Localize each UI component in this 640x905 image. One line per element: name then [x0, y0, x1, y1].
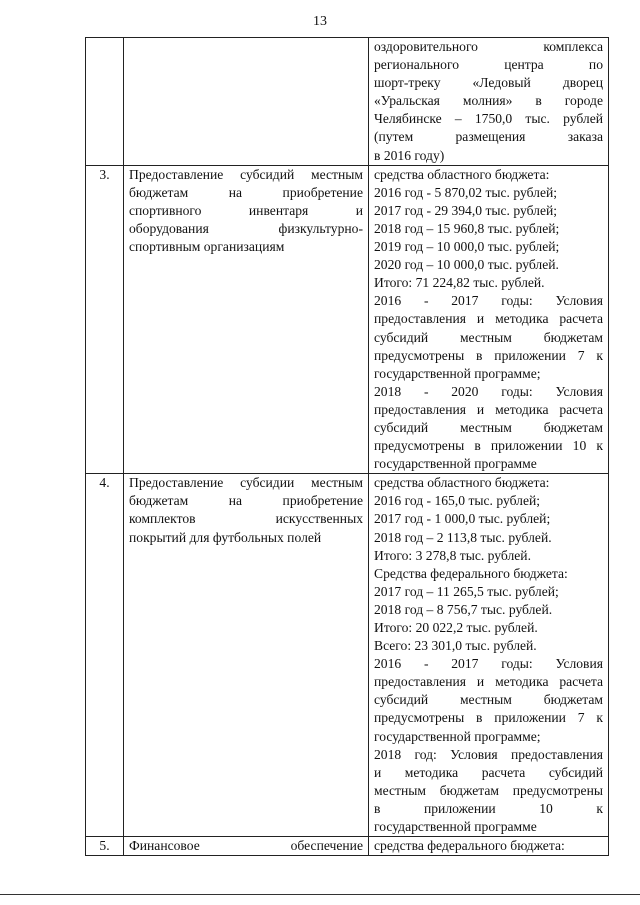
- activity-details-line: шорт-треку «Ледовый дворец: [374, 75, 603, 91]
- activity-details-line: Итого: 71 224,82 тыс. рублей.: [374, 275, 545, 291]
- activity-details-line: государственной программе: [374, 456, 537, 472]
- activity-title: [124, 837, 369, 856]
- activity-details-line: местным бюджетам предусмотрены: [374, 782, 603, 798]
- activity-details-line: Средства федерального бюджета:: [374, 565, 568, 581]
- activity-details-line: 2018 год – 15 960,8 тыс. рублей;: [374, 220, 560, 236]
- activity-details-line: государственной программе;: [374, 365, 541, 381]
- activity-title: [124, 38, 369, 166]
- activity-details-line: 2016 год - 165,0 тыс. рублей;: [374, 493, 541, 509]
- activity-title: [124, 474, 369, 837]
- activity-details-line: государственной программе;: [374, 728, 541, 744]
- page-bottom-rule: [0, 894, 640, 895]
- activity-details-line: государственной программе: [374, 819, 537, 835]
- activity-details-line: в приложении 10 к: [374, 800, 603, 816]
- activity-title-line: спортивного инвентаря и: [129, 202, 363, 218]
- activity-details: [369, 474, 609, 837]
- activity-details-line: предоставления и методика расчета: [374, 401, 603, 417]
- activity-title-line: покрытий для футбольных полей: [129, 529, 322, 545]
- activity-details-line: 2017 год - 1 000,0 тыс. рублей;: [374, 511, 551, 527]
- activity-title-line: бюджетам на приобретение: [129, 184, 363, 200]
- activity-details-line: субсидий местным бюджетам: [374, 419, 603, 435]
- activity-title-line: Предоставление субсидии местным: [129, 475, 363, 491]
- activity-title-line: Предоставление субсидий местным: [129, 166, 363, 182]
- row-number: 4.: [86, 474, 124, 837]
- activity-details: [369, 38, 609, 166]
- activity-details: [369, 837, 609, 856]
- activity-details-line: предусмотрены в приложении 7 к: [374, 710, 603, 726]
- activity-details-line: «Уральская молния» в городе: [374, 93, 603, 109]
- activity-details-line: в 2016 году): [374, 147, 445, 163]
- activity-details-line: 2020 год – 10 000,0 тыс. рублей.: [374, 257, 559, 273]
- activity-details-line: 2016 - 2017 годы: Условия: [374, 293, 603, 309]
- row-number: 3.: [86, 165, 124, 474]
- activity-title-line: оборудования физкультурно-: [129, 220, 363, 236]
- activity-details-line: регионального центра по: [374, 57, 603, 73]
- activity-details-line: 2019 год – 10 000,0 тыс. рублей;: [374, 239, 560, 255]
- activity-details-line: и методика расчета субсидий: [374, 764, 603, 780]
- table-row: [86, 38, 609, 166]
- activity-title-line: комплектов искусственных: [129, 511, 363, 527]
- activity-details-line: субсидий местным бюджетам: [374, 329, 603, 345]
- activity-details-line: средства федерального бюджета:: [374, 838, 565, 854]
- row-number: [86, 38, 124, 166]
- activity-details-line: предусмотрены в приложении 7 к: [374, 347, 603, 363]
- activity-title-line: спортивным организациям: [129, 239, 285, 255]
- activity-details-line: 2018 год – 2 113,8 тыс. рублей.: [374, 529, 552, 545]
- activity-details-line: средства областного бюджета:: [374, 166, 550, 182]
- activity-details-line: Всего: 23 301,0 тыс. рублей.: [374, 638, 537, 654]
- activity-details-line: предоставления и методика расчета: [374, 311, 603, 327]
- activity-details-line: Итого: 3 278,8 тыс. рублей.: [374, 547, 531, 563]
- activity-details-line: средства областного бюджета:: [374, 475, 550, 491]
- activity-details-line: Челябинске – 1750,0 тыс. рублей: [374, 111, 603, 127]
- activity-details-line: 2018 год: Условия предоставления: [374, 746, 603, 762]
- activity-details-line: 2016 - 2017 годы: Условия: [374, 656, 603, 672]
- activity-details: [369, 165, 609, 474]
- activity-details-line: субсидий местным бюджетам: [374, 692, 603, 708]
- activity-details-line: 2017 год – 11 265,5 тыс. рублей;: [374, 583, 559, 599]
- page-number: 13: [313, 14, 327, 29]
- activity-details-line: оздоровительного комплекса: [374, 39, 603, 54]
- table-row: [86, 165, 609, 474]
- activity-details-line: предусмотрены в приложении 10 к: [374, 438, 603, 454]
- table-row: [86, 474, 609, 837]
- activity-details-line: (путем размещения заказа: [374, 129, 603, 145]
- row-number: 5.: [86, 837, 124, 856]
- program-activities-table: [85, 37, 609, 856]
- activity-details-line: 2017 год - 29 394,0 тыс. рублей;: [374, 202, 558, 218]
- activity-details-line: 2016 год - 5 870,02 тыс. рублей;: [374, 184, 558, 200]
- activity-details-line: 2018 год – 8 756,7 тыс. рублей.: [374, 601, 553, 617]
- activity-title-line: Финансовое обеспечение: [129, 838, 363, 854]
- activity-title: [124, 165, 369, 474]
- activity-details-line: 2018 - 2020 годы: Условия: [374, 383, 603, 399]
- table-row: [86, 837, 609, 856]
- activity-details-line: Итого: 20 022,2 тыс. рублей.: [374, 620, 538, 635]
- activity-details-line: предоставления и методика расчета: [374, 674, 603, 690]
- activity-title-line: бюджетам на приобретение: [129, 493, 363, 509]
